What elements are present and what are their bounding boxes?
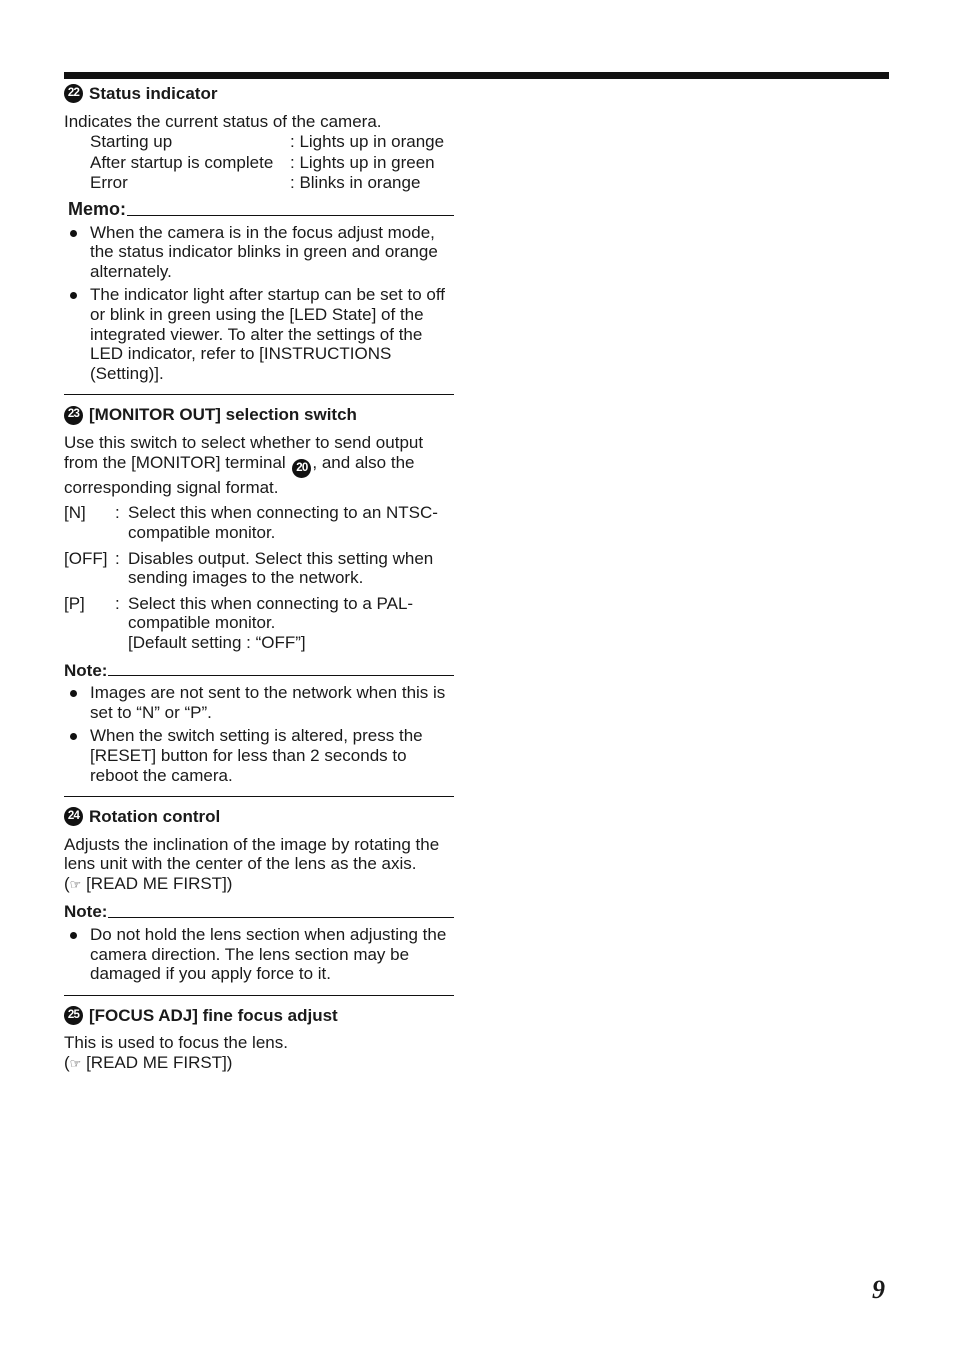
item-number-badge: 23 <box>64 406 83 425</box>
option-desc <box>128 594 454 653</box>
section-title: Rotation control <box>89 807 221 827</box>
section-divider <box>64 995 454 996</box>
status-value: : Lights up in orange <box>290 132 445 152</box>
option-colon: : <box>115 548 120 568</box>
memo-header <box>64 200 454 220</box>
section-intro <box>64 433 454 497</box>
option-key: [N] <box>64 503 86 523</box>
rotation-control-heading <box>64 807 454 827</box>
status-value: : Blinks in orange <box>290 173 421 193</box>
intro-text: Use this switch to select whether to send output from the [MONITOR] terminal <box>64 432 424 472</box>
item-number-badge: 25 <box>64 1006 83 1025</box>
option-row <box>64 594 454 653</box>
list-item: When the camera is in the focus adjust mode, the status indicator blinks in green and orange alternately. <box>64 223 454 282</box>
option-list <box>64 503 454 652</box>
note-list <box>64 925 454 984</box>
section-title: [MONITOR OUT] selection switch <box>89 405 357 425</box>
monitor-out-heading <box>64 405 454 425</box>
default-setting: [Default setting : “OFF”] <box>128 632 306 652</box>
status-value: : Lights up in green <box>290 152 435 172</box>
section-intro: Indicates the current status of the camera. <box>64 111 382 131</box>
item-number-badge: 24 <box>64 807 83 826</box>
reference-line: (☞ [READ ME FIRST]) <box>64 873 233 893</box>
list-item: The indicator light after startup can be set to off or blink in green using the [LED State] of the integrated viewer. To alter the settings of the LED indicator, refer to [INSTRUCTIONS (Setting)]. <box>64 285 454 383</box>
option-key: [P] <box>64 593 85 613</box>
reference-line: (☞ [READ ME FIRST]) <box>64 1053 233 1073</box>
section-divider <box>64 394 454 395</box>
option-colon: : <box>115 593 120 613</box>
status-indicator-heading <box>64 84 454 104</box>
status-key: After startup is complete <box>90 152 274 172</box>
option-row <box>64 549 454 588</box>
focus-adj-heading <box>64 1006 454 1026</box>
pointing-hand-icon: ☞ <box>69 1056 82 1072</box>
section-divider <box>64 796 454 797</box>
memo-list <box>64 223 454 384</box>
terminal-ref-badge: 20 <box>292 459 311 478</box>
reference-text: [READ ME FIRST]) <box>86 873 233 893</box>
status-table <box>90 132 454 193</box>
list-item: Do not hold the lens section when adjusting the camera direction. The lens section may be damaged if you apply force to it. <box>64 925 454 984</box>
note-label: Note: <box>64 660 108 680</box>
option-row <box>64 503 454 542</box>
note-rule <box>108 917 454 918</box>
main-column <box>64 84 454 1074</box>
list-item: When the switch setting is altered, press the [RESET] button for less than 2 seconds to reboot the camera. <box>64 726 454 785</box>
list-item: Images are not sent to the network when this is set to “N” or “P”. <box>64 683 454 722</box>
memo-label: Memo: <box>68 198 126 219</box>
page-number: 9 <box>872 1275 885 1304</box>
note-label: Note: <box>64 902 108 922</box>
status-row <box>90 173 454 193</box>
status-key: Error <box>90 173 128 193</box>
status-row <box>90 153 454 173</box>
option-colon: : <box>115 503 120 523</box>
note-rule <box>108 675 454 676</box>
note-header <box>64 902 454 922</box>
status-key: Starting up <box>90 132 173 152</box>
option-key: [OFF] <box>64 548 108 568</box>
option-desc-text: Select this when connecting to a PAL-compatible monitor. <box>128 593 414 633</box>
status-row <box>90 132 454 152</box>
note-list <box>64 683 454 785</box>
reference-text: [READ ME FIRST]) <box>86 1053 233 1073</box>
section-title: Status indicator <box>89 84 218 103</box>
pointing-hand-icon: ☞ <box>69 876 82 892</box>
top-rule <box>64 72 889 79</box>
section-title: [FOCUS ADJ] fine focus adjust <box>89 1005 338 1025</box>
memo-rule <box>127 215 454 216</box>
section-intro: This is used to focus the lens. <box>64 1033 288 1053</box>
option-desc: Disables output. Select this setting when sending images to the network. <box>128 548 434 588</box>
intro-text: , and also the corresponding signal format. <box>64 452 415 497</box>
item-number-badge: 22 <box>64 84 83 103</box>
option-desc: Select this when connecting to an NTSC-compatible monitor. <box>128 503 438 542</box>
note-header <box>64 661 454 681</box>
section-intro: Adjusts the inclination of the image by rotating the lens unit with the center of the lens as the axis. <box>64 834 440 874</box>
